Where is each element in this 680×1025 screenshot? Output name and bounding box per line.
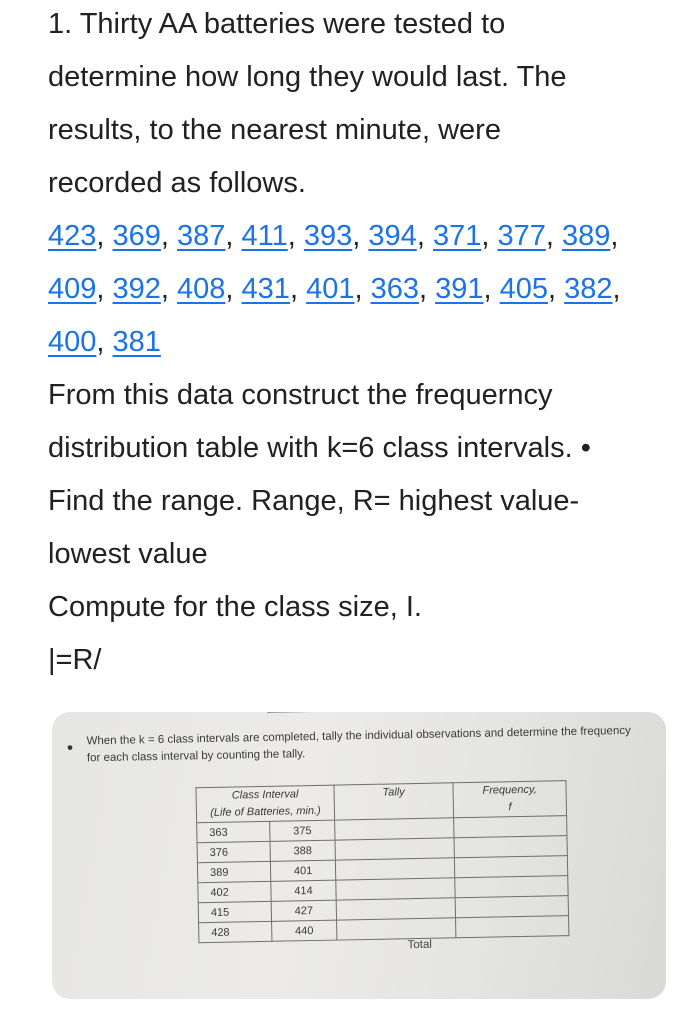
data-value-link[interactable]: 377 bbox=[497, 220, 546, 252]
instruction-line-4: lowest value bbox=[48, 538, 208, 570]
cut-off-table-edge bbox=[267, 712, 442, 713]
frequency-table bbox=[195, 780, 569, 943]
data-value-link[interactable]: 391 bbox=[435, 273, 484, 305]
total-label: Total bbox=[407, 938, 432, 952]
question-line-1: 1. Thirty AA batteries were tested to bbox=[48, 8, 506, 40]
data-value-link[interactable]: 387 bbox=[177, 220, 226, 252]
data-value-link[interactable]: 381 bbox=[112, 326, 161, 358]
data-value-link[interactable]: 423 bbox=[48, 220, 97, 252]
data-value-link[interactable]: 408 bbox=[177, 273, 226, 305]
data-value-link[interactable]: 394 bbox=[368, 220, 417, 252]
data-values-row-3: 400, 381 bbox=[48, 326, 161, 358]
data-values-row-1: 423, 369, 387, 411, 393, 394, 371, 377, 389, bbox=[48, 220, 619, 252]
data-value-link[interactable]: 393 bbox=[303, 220, 353, 252]
bullet-icon: ● bbox=[66, 741, 74, 754]
table-row: 428 440 bbox=[199, 916, 569, 943]
frequency-header: Frequency, f bbox=[453, 781, 567, 818]
data-value-link[interactable]: 409 bbox=[48, 273, 97, 305]
data-value-link[interactable]: 389 bbox=[561, 220, 611, 252]
table-row: 402 414 bbox=[198, 876, 568, 903]
table-row: 363 375 bbox=[197, 816, 567, 843]
data-value-link[interactable]: 371 bbox=[432, 220, 482, 252]
instruction-line-2: distribution table with k=6 class intervals. • bbox=[48, 432, 591, 464]
data-values-row-2: 409, 392, 408, 431, 401, 363, 391, 405, 382, bbox=[48, 273, 621, 305]
data-value-link[interactable]: 411 bbox=[241, 220, 288, 252]
data-value-link[interactable]: 369 bbox=[112, 220, 161, 252]
data-value-link[interactable]: 400 bbox=[48, 326, 97, 358]
data-value-link[interactable]: 431 bbox=[241, 273, 290, 305]
question-line-2: determine how long they would last. The bbox=[48, 61, 567, 93]
data-value-link[interactable]: 363 bbox=[370, 273, 419, 305]
instruction-line-1: From this data construct the frequerncy bbox=[48, 379, 553, 411]
instruction-line-3: Find the range. Range, R= highest value- bbox=[48, 485, 580, 517]
worksheet-photo bbox=[52, 712, 666, 999]
photo-instruction: When the k = 6 class intervals are completed, tally the individual observations and determine the frequency for each class interval by counting the tally. bbox=[86, 724, 631, 765]
question-line-4: recorded as follows. bbox=[48, 167, 306, 199]
instruction-line-6: |=R/ bbox=[48, 644, 102, 676]
data-value-link[interactable]: 401 bbox=[306, 273, 355, 305]
data-value-link[interactable]: 382 bbox=[564, 273, 613, 305]
table-row: 376 388 bbox=[197, 836, 567, 863]
data-value-link[interactable]: 405 bbox=[499, 273, 548, 305]
question-line-3: results, to the nearest minute, were bbox=[48, 114, 501, 146]
data-value-link[interactable]: 392 bbox=[112, 273, 161, 305]
table-row: 389 401 bbox=[197, 856, 567, 883]
class-interval-header: Class Interval (Life of Batteries, min.) bbox=[196, 785, 335, 823]
table-row: 415 427 bbox=[198, 896, 568, 923]
tally-header: Tally bbox=[334, 783, 454, 820]
instruction-line-5: Compute for the class size, I. bbox=[48, 591, 422, 623]
